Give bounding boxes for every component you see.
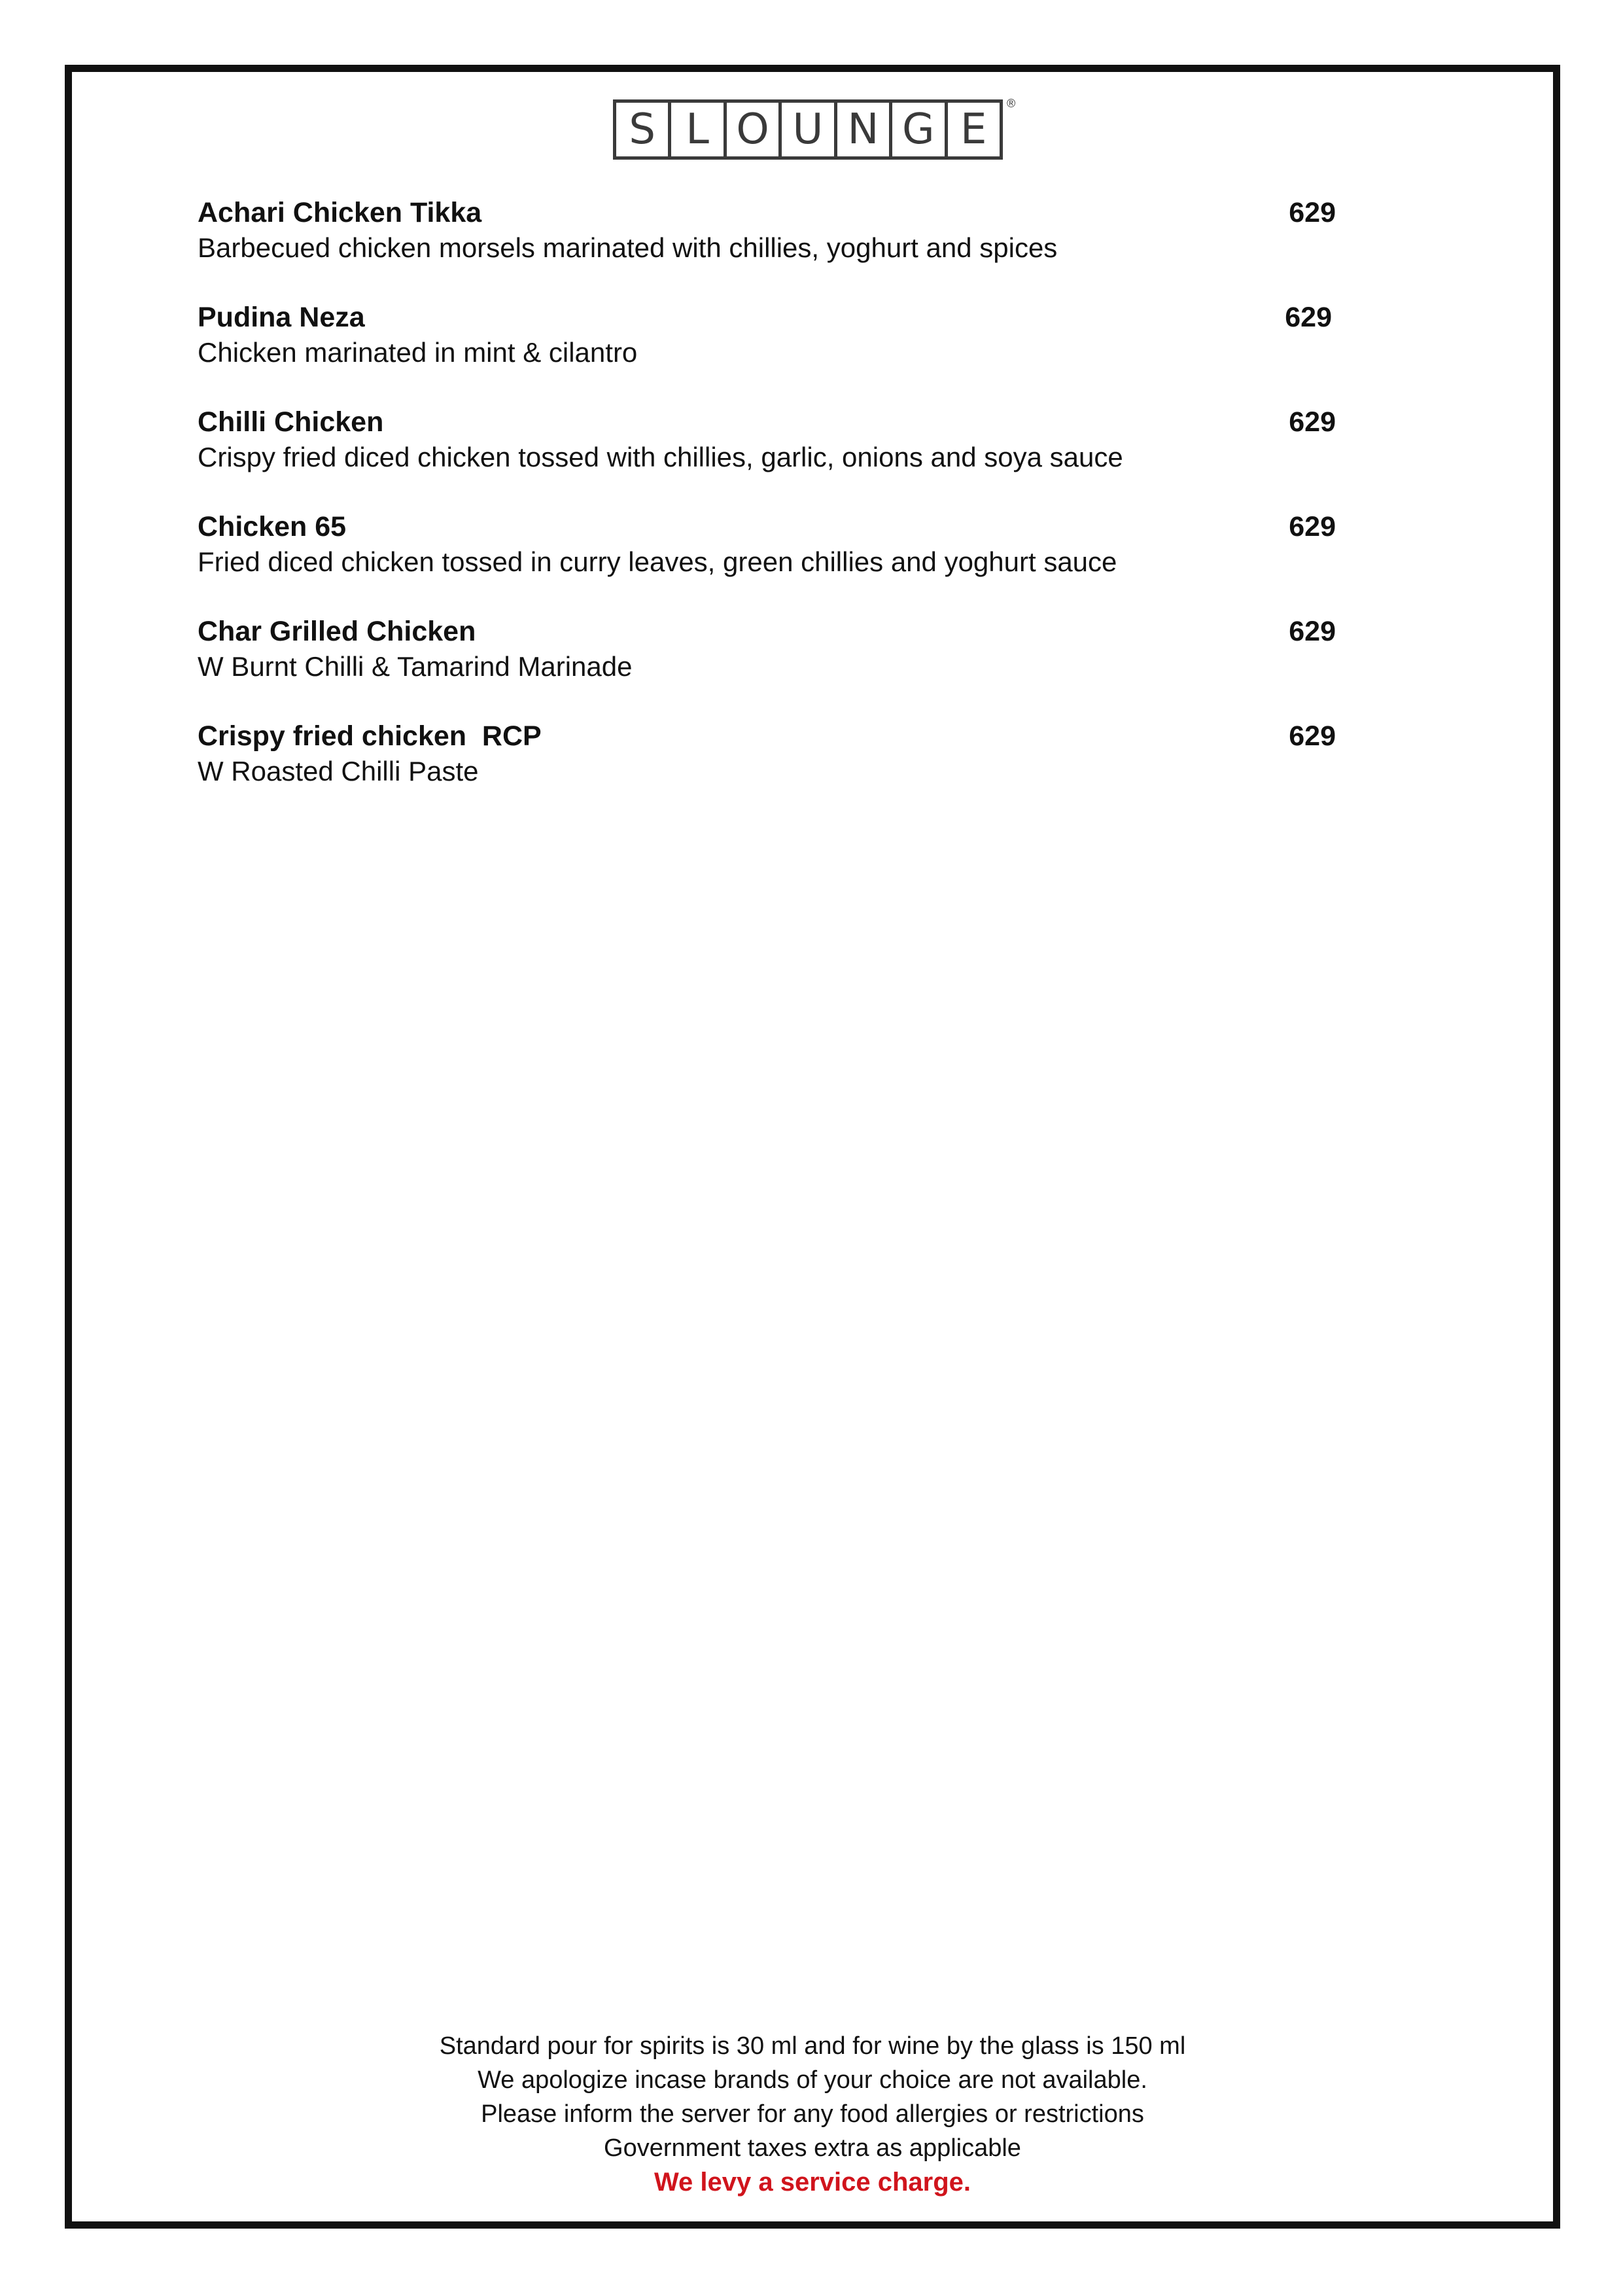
footer-tax-note: Government taxes extra as applicable (604, 2134, 1021, 2162)
item-description: Fried diced chicken tossed in curry leaves, green chillies and yoghurt sauce (198, 546, 1117, 577)
footer-apology-note: We apologize incase brands of your choice are not available. (478, 2066, 1147, 2094)
item-name: Crispy fried chicken RCP (198, 720, 542, 752)
item-description: Chicken marinated in mint & cilantro (198, 337, 638, 368)
registered-mark: ® (1007, 97, 1016, 110)
item-name: Char Grilled Chicken (198, 616, 476, 647)
logo-letter-boxes (613, 99, 1003, 160)
menu-item (198, 612, 1336, 717)
item-price: 629 (1289, 511, 1336, 542)
service-charge-note: We levy a service charge. (654, 2168, 971, 2197)
logo-letter: L (671, 103, 726, 156)
menu-item (198, 508, 1336, 612)
item-price: 629 (1289, 197, 1336, 228)
menu-item (198, 298, 1336, 403)
item-name: Achari Chicken Tikka (198, 197, 482, 228)
menu-item (198, 194, 1336, 298)
menu-item (198, 403, 1336, 508)
logo-letter: U (782, 103, 837, 156)
footer-allergy-note: Please inform the server for any food allergies or restrictions (481, 2100, 1144, 2128)
menu-list (198, 194, 1336, 822)
item-name: Chilli Chicken (198, 406, 384, 438)
logo-letter: O (727, 103, 782, 156)
item-description: Barbecued chicken morsels marinated with chillies, yoghurt and spices (198, 232, 1058, 263)
logo-letter: E (960, 105, 987, 154)
item-price: 629 (1289, 720, 1336, 752)
item-name: Pudina Neza (198, 302, 365, 333)
item-description: W Roasted Chilli Paste (198, 756, 479, 786)
menu-item (198, 717, 1336, 822)
item-price: 629 (1289, 406, 1336, 438)
logo-letter: G (892, 103, 947, 156)
item-description: Crispy fried diced chicken tossed with chillies, garlic, onions and soya sauce (198, 442, 1123, 472)
footer-pour-note: Standard pour for spirits is 30 ml and for wine by the glass is 150 ml (439, 2032, 1186, 2060)
slounge-logo (613, 99, 1019, 160)
item-description: W Burnt Chilli & Tamarind Marinade (198, 651, 633, 682)
logo-letter: S (616, 103, 671, 156)
menu-footer (65, 2029, 1560, 2199)
item-price: 629 (1289, 616, 1336, 647)
logo-letter: N (837, 103, 892, 156)
item-price: 629 (1285, 302, 1332, 333)
item-name: Chicken 65 (198, 511, 347, 542)
